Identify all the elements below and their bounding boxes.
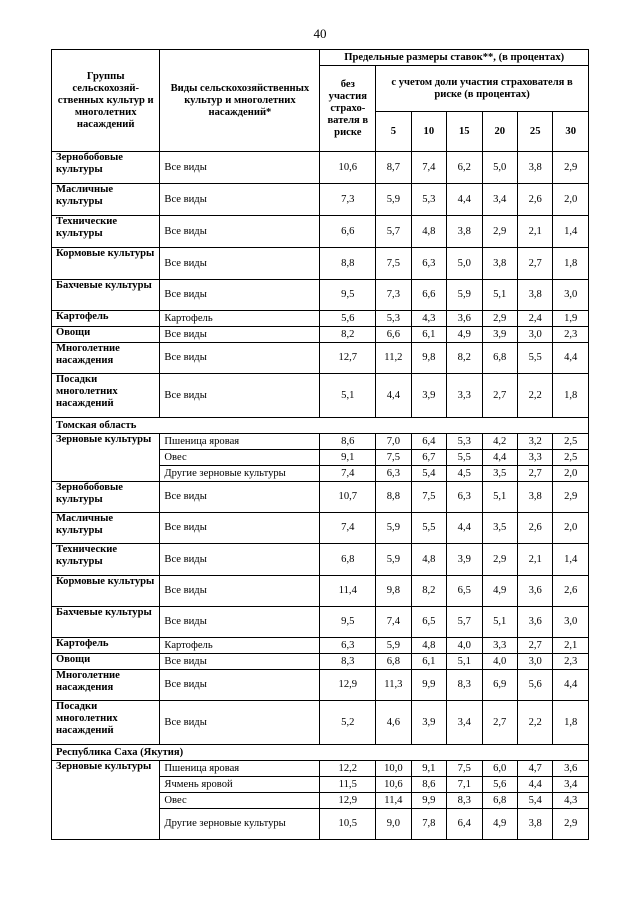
rate-share-cell: 5,9: [376, 544, 411, 576]
rate-share-cell: 4,9: [447, 327, 482, 343]
table-row: [52, 513, 589, 544]
crop-group-cell: Посадки многолетних насаждений: [52, 374, 160, 418]
rate-share-cell: 6,4: [411, 434, 446, 450]
crop-kind-cell: Все виды: [160, 513, 320, 544]
rate-share-cell: 4,9: [482, 576, 517, 607]
rate-share-cell: 2,7: [517, 638, 552, 654]
rate-share-cell: 8,8: [376, 482, 411, 513]
rate-share-cell: 2,2: [517, 701, 552, 745]
crop-kind-cell: Пшеница яровая: [160, 761, 320, 777]
rate-share-cell: 7,5: [411, 482, 446, 513]
rate-share-cell: 5,7: [447, 607, 482, 638]
rate-share-cell: 2,7: [517, 248, 552, 280]
rate-share-cell: 3,6: [553, 761, 589, 777]
crop-group-cell: Картофель: [52, 638, 160, 654]
rate-share-cell: 8,2: [411, 576, 446, 607]
rate-share-cell: 4,4: [553, 343, 589, 374]
rate-share-cell: 7,4: [376, 607, 411, 638]
rate-share-cell: 8,3: [447, 670, 482, 701]
rate-without-share-cell: 6,8: [320, 544, 376, 576]
rate-share-cell: 6,3: [411, 248, 446, 280]
rate-share-cell: 5,7: [376, 216, 411, 248]
table-row: [52, 544, 589, 576]
table-row: [52, 482, 589, 513]
rate-share-cell: 3,0: [553, 280, 589, 311]
crop-kind-cell: Ячмень яровой: [160, 777, 320, 793]
header-share-25: 25: [517, 112, 552, 152]
header-without-share: без участия страхо-вателя в риске: [320, 66, 376, 152]
rate-share-cell: 4,4: [376, 374, 411, 418]
rate-without-share-cell: 12,9: [320, 670, 376, 701]
crop-kind-cell: Картофель: [160, 638, 320, 654]
crop-kind-cell: Все виды: [160, 544, 320, 576]
crop-group-cell: Бахчевые культуры: [52, 607, 160, 638]
rate-share-cell: 3,9: [482, 327, 517, 343]
crop-kind-cell: Овес: [160, 450, 320, 466]
rate-share-cell: 9,1: [411, 761, 446, 777]
table-row: [52, 374, 589, 418]
rate-share-cell: 2,9: [553, 809, 589, 840]
rate-share-cell: 4,0: [447, 638, 482, 654]
table-row: [52, 761, 589, 777]
crop-group-cell: Зерновые культуры: [52, 434, 160, 482]
rate-share-cell: 4,3: [553, 793, 589, 809]
rate-share-cell: 1,8: [553, 701, 589, 745]
rate-share-cell: 5,3: [411, 184, 446, 216]
rate-share-cell: 5,5: [517, 343, 552, 374]
table-row: [52, 248, 589, 280]
page-number: 40: [313, 26, 327, 41]
rate-share-cell: 7,5: [376, 248, 411, 280]
crop-group-cell: Масличные культуры: [52, 184, 160, 216]
rate-share-cell: 6,8: [376, 654, 411, 670]
region-row: [52, 745, 589, 761]
rate-share-cell: 2,6: [517, 513, 552, 544]
rate-share-cell: 9,8: [411, 343, 446, 374]
rate-share-cell: 4,2: [482, 434, 517, 450]
rate-share-cell: 2,9: [482, 544, 517, 576]
crop-group-cell: Кормовые культуры: [52, 248, 160, 280]
rate-share-cell: 4,4: [482, 450, 517, 466]
rate-without-share-cell: 7,4: [320, 466, 376, 482]
rate-without-share-cell: 9,5: [320, 607, 376, 638]
rate-share-cell: 11,4: [376, 793, 411, 809]
rate-share-cell: 2,6: [553, 576, 589, 607]
rate-share-cell: 5,1: [482, 280, 517, 311]
header-rates: Предельные размеры ставок**, (в процентах): [320, 50, 589, 66]
rate-share-cell: 5,1: [482, 482, 517, 513]
table-row: [52, 311, 589, 327]
rate-share-cell: 5,1: [447, 654, 482, 670]
rate-share-cell: 1,4: [553, 216, 589, 248]
rate-share-cell: 3,3: [447, 374, 482, 418]
rate-share-cell: 7,3: [376, 280, 411, 311]
rate-share-cell: 5,4: [517, 793, 552, 809]
rate-share-cell: 6,6: [376, 327, 411, 343]
rate-share-cell: 6,3: [447, 482, 482, 513]
crop-group-cell: Многолетние насаждения: [52, 343, 160, 374]
rate-share-cell: 3,8: [517, 152, 552, 184]
rate-share-cell: 1,8: [553, 374, 589, 418]
rate-share-cell: 5,3: [376, 311, 411, 327]
table-body: [52, 152, 589, 840]
rate-share-cell: 2,0: [553, 184, 589, 216]
rate-share-cell: 3,6: [517, 576, 552, 607]
insurance-rates-table: [51, 49, 589, 840]
rate-share-cell: 3,0: [553, 607, 589, 638]
rate-share-cell: 4,8: [411, 638, 446, 654]
rate-share-cell: 6,9: [482, 670, 517, 701]
rate-share-cell: 11,2: [376, 343, 411, 374]
rate-share-cell: 3,5: [482, 466, 517, 482]
crop-kind-cell: Другие зерновые культуры: [160, 466, 320, 482]
rate-share-cell: 6,2: [447, 152, 482, 184]
rate-share-cell: 1,8: [553, 248, 589, 280]
crop-group-cell: Многолетние насаждения: [52, 670, 160, 701]
header-share-15: 15: [447, 112, 482, 152]
rate-share-cell: 3,8: [482, 248, 517, 280]
rate-share-cell: 3,3: [517, 450, 552, 466]
rate-share-cell: 3,8: [517, 482, 552, 513]
crop-kind-cell: Все виды: [160, 654, 320, 670]
table-row: [52, 184, 589, 216]
rate-share-cell: 6,8: [482, 343, 517, 374]
rate-share-cell: 3,2: [517, 434, 552, 450]
rate-share-cell: 6,1: [411, 327, 446, 343]
rate-share-cell: 3,4: [553, 777, 589, 793]
table-row: [52, 216, 589, 248]
rate-without-share-cell: 10,6: [320, 152, 376, 184]
rate-share-cell: 4,4: [447, 184, 482, 216]
crop-group-cell: Масличные культуры: [52, 513, 160, 544]
rate-share-cell: 6,3: [376, 466, 411, 482]
rate-without-share-cell: 12,7: [320, 343, 376, 374]
rate-without-share-cell: 8,2: [320, 327, 376, 343]
crop-group-cell: Бахчевые культуры: [52, 280, 160, 311]
rate-share-cell: 3,3: [482, 638, 517, 654]
rate-share-cell: 5,0: [482, 152, 517, 184]
rate-without-share-cell: 7,3: [320, 184, 376, 216]
rate-share-cell: 5,9: [376, 184, 411, 216]
table-row: [52, 434, 589, 450]
rate-share-cell: 2,9: [553, 482, 589, 513]
header-share-20: 20: [482, 112, 517, 152]
header-share-30: 30: [553, 112, 589, 152]
rate-share-cell: 2,1: [517, 544, 552, 576]
crop-group-cell: Зернобобовые культуры: [52, 482, 160, 513]
table-row: [52, 343, 589, 374]
rate-share-cell: 6,1: [411, 654, 446, 670]
crop-group-cell: Овощи: [52, 327, 160, 343]
rate-share-cell: 4,6: [376, 701, 411, 745]
rate-share-cell: 3,8: [447, 216, 482, 248]
rate-share-cell: 5,9: [376, 513, 411, 544]
crop-kind-cell: Все виды: [160, 482, 320, 513]
rate-share-cell: 5,6: [482, 777, 517, 793]
rate-share-cell: 10,6: [376, 777, 411, 793]
rate-share-cell: 2,5: [553, 434, 589, 450]
region-title: Томская область: [52, 418, 589, 434]
header-kinds: Виды сельскохозяйственных культур и многолетних насаждений*: [160, 50, 320, 152]
rate-share-cell: 4,5: [447, 466, 482, 482]
rate-without-share-cell: 6,6: [320, 216, 376, 248]
rate-share-cell: 1,4: [553, 544, 589, 576]
rate-share-cell: 9,8: [376, 576, 411, 607]
header-share-10: 10: [411, 112, 446, 152]
rate-share-cell: 9,9: [411, 793, 446, 809]
table-row: [52, 576, 589, 607]
rate-share-cell: 2,9: [482, 311, 517, 327]
rate-share-cell: 2,6: [517, 184, 552, 216]
rate-share-cell: 6,6: [411, 280, 446, 311]
rate-share-cell: 6,0: [482, 761, 517, 777]
rate-share-cell: 4,7: [517, 761, 552, 777]
crop-kind-cell: Все виды: [160, 216, 320, 248]
rate-without-share-cell: 8,3: [320, 654, 376, 670]
region-row: [52, 418, 589, 434]
crop-kind-cell: Все виды: [160, 327, 320, 343]
rate-share-cell: 2,5: [553, 450, 589, 466]
rate-share-cell: 2,7: [517, 466, 552, 482]
rate-share-cell: 7,1: [447, 777, 482, 793]
rate-share-cell: 4,8: [411, 544, 446, 576]
table-row: [52, 280, 589, 311]
rate-share-cell: 4,4: [447, 513, 482, 544]
crop-kind-cell: Все виды: [160, 248, 320, 280]
rate-share-cell: 7,8: [411, 809, 446, 840]
rate-share-cell: 6,8: [482, 793, 517, 809]
rate-share-cell: 1,9: [553, 311, 589, 327]
crop-group-cell: Картофель: [52, 311, 160, 327]
rate-share-cell: 6,4: [447, 809, 482, 840]
crop-group-cell: Кормовые культуры: [52, 576, 160, 607]
rate-share-cell: 6,5: [447, 576, 482, 607]
rate-without-share-cell: 10,7: [320, 482, 376, 513]
rate-without-share-cell: 12,9: [320, 793, 376, 809]
rate-share-cell: 2,1: [517, 216, 552, 248]
region-title: Республика Саха (Якутия): [52, 745, 589, 761]
rate-without-share-cell: 5,6: [320, 311, 376, 327]
rate-share-cell: 7,5: [447, 761, 482, 777]
table-row: [52, 152, 589, 184]
rate-without-share-cell: 8,6: [320, 434, 376, 450]
rate-share-cell: 3,6: [517, 607, 552, 638]
rate-share-cell: 10,0: [376, 761, 411, 777]
rate-without-share-cell: 9,5: [320, 280, 376, 311]
rate-share-cell: 7,4: [411, 152, 446, 184]
crop-kind-cell: Все виды: [160, 152, 320, 184]
rate-share-cell: 8,6: [411, 777, 446, 793]
crop-kind-cell: Другие зерновые культуры: [160, 809, 320, 840]
rate-share-cell: 9,0: [376, 809, 411, 840]
rate-share-cell: 2,7: [482, 374, 517, 418]
rate-share-cell: 4,0: [482, 654, 517, 670]
rate-share-cell: 8,7: [376, 152, 411, 184]
table-row: [52, 327, 589, 343]
header-groups: Группы сельскохозяй-ственных культур и многолетних насаждений: [52, 50, 160, 152]
rate-share-cell: 2,9: [553, 152, 589, 184]
table-row: [52, 638, 589, 654]
rate-share-cell: 3,4: [482, 184, 517, 216]
crop-kind-cell: Картофель: [160, 311, 320, 327]
rate-share-cell: 2,7: [482, 701, 517, 745]
crop-kind-cell: Все виды: [160, 184, 320, 216]
rate-share-cell: 2,3: [553, 654, 589, 670]
rate-share-cell: 3,5: [482, 513, 517, 544]
table-row: [52, 607, 589, 638]
rate-share-cell: 2,1: [553, 638, 589, 654]
rate-share-cell: 5,9: [376, 638, 411, 654]
rate-share-cell: 5,6: [517, 670, 552, 701]
rate-share-cell: 9,9: [411, 670, 446, 701]
rate-share-cell: 2,4: [517, 311, 552, 327]
table-row: [52, 654, 589, 670]
rate-share-cell: 3,8: [517, 280, 552, 311]
rate-share-cell: 4,9: [482, 809, 517, 840]
crop-kind-cell: Все виды: [160, 343, 320, 374]
rate-without-share-cell: 10,5: [320, 809, 376, 840]
rate-share-cell: 3,6: [447, 311, 482, 327]
crop-group-cell: Овощи: [52, 654, 160, 670]
rate-without-share-cell: 12,2: [320, 761, 376, 777]
rate-without-share-cell: 9,1: [320, 450, 376, 466]
crop-kind-cell: Все виды: [160, 670, 320, 701]
rate-share-cell: 3,0: [517, 327, 552, 343]
crop-kind-cell: Все виды: [160, 607, 320, 638]
rate-share-cell: 4,3: [411, 311, 446, 327]
crop-kind-cell: Все виды: [160, 576, 320, 607]
rate-share-cell: 5,5: [411, 513, 446, 544]
crop-kind-cell: Пшеница яровая: [160, 434, 320, 450]
rate-share-cell: 3,0: [517, 654, 552, 670]
rate-share-cell: 8,3: [447, 793, 482, 809]
rate-without-share-cell: 8,8: [320, 248, 376, 280]
crop-group-cell: Посадки многолетних насаждений: [52, 701, 160, 745]
rate-share-cell: 4,8: [411, 216, 446, 248]
rate-share-cell: 6,5: [411, 607, 446, 638]
rate-share-cell: 2,0: [553, 513, 589, 544]
rate-share-cell: 3,9: [447, 544, 482, 576]
rate-share-cell: 2,9: [482, 216, 517, 248]
rate-share-cell: 5,0: [447, 248, 482, 280]
rate-without-share-cell: 6,3: [320, 638, 376, 654]
rate-without-share-cell: 7,4: [320, 513, 376, 544]
table-row: [52, 701, 589, 745]
rate-share-cell: 3,9: [411, 374, 446, 418]
rate-without-share-cell: 5,1: [320, 374, 376, 418]
rate-share-cell: 5,9: [447, 280, 482, 311]
rate-share-cell: 8,2: [447, 343, 482, 374]
crop-kind-cell: Все виды: [160, 374, 320, 418]
rate-share-cell: 5,4: [411, 466, 446, 482]
rate-share-cell: 3,8: [517, 809, 552, 840]
table-row: [52, 670, 589, 701]
rate-share-cell: 6,7: [411, 450, 446, 466]
rate-share-cell: 4,4: [553, 670, 589, 701]
crop-group-cell: Технические культуры: [52, 544, 160, 576]
rate-share-cell: 3,9: [411, 701, 446, 745]
rate-share-cell: 11,3: [376, 670, 411, 701]
rate-share-cell: 2,3: [553, 327, 589, 343]
rate-share-cell: 7,5: [376, 450, 411, 466]
rate-without-share-cell: 11,4: [320, 576, 376, 607]
rate-share-cell: 3,4: [447, 701, 482, 745]
crop-group-cell: Зернобобовые культуры: [52, 152, 160, 184]
rate-share-cell: 2,2: [517, 374, 552, 418]
crop-kind-cell: Овес: [160, 793, 320, 809]
rate-without-share-cell: 5,2: [320, 701, 376, 745]
rate-without-share-cell: 11,5: [320, 777, 376, 793]
rate-share-cell: 5,5: [447, 450, 482, 466]
rate-share-cell: 7,0: [376, 434, 411, 450]
rate-share-cell: 5,1: [482, 607, 517, 638]
header-with-share: с учетом доли участия страхователя в риске (в процентах): [376, 66, 589, 112]
header-share-5: 5: [376, 112, 411, 152]
crop-kind-cell: Все виды: [160, 701, 320, 745]
rate-share-cell: 2,0: [553, 466, 589, 482]
crop-group-cell: Технические культуры: [52, 216, 160, 248]
crop-kind-cell: Все виды: [160, 280, 320, 311]
rate-share-cell: 5,3: [447, 434, 482, 450]
rate-share-cell: 4,4: [517, 777, 552, 793]
crop-group-cell: Зерновые культуры: [52, 761, 160, 840]
